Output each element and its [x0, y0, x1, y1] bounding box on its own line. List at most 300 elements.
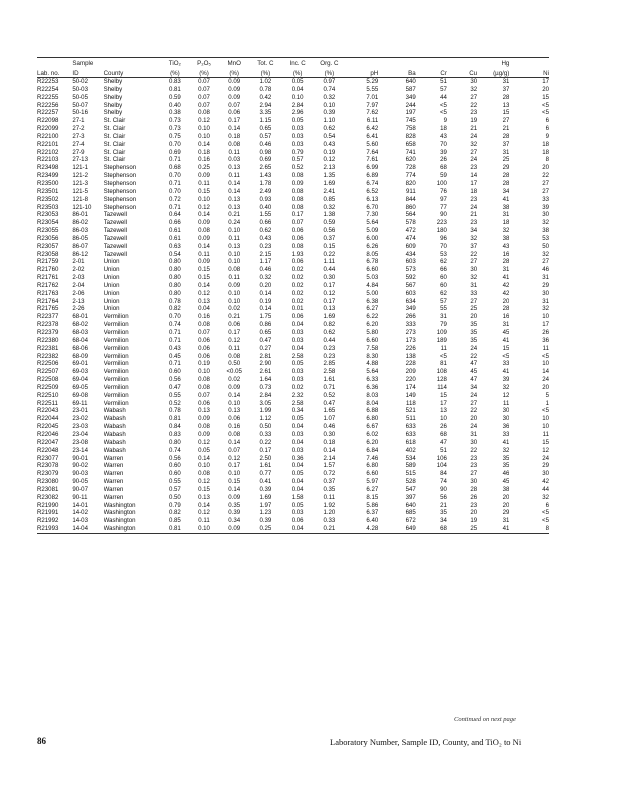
cell-hg: 11 [503, 399, 510, 407]
table-row [37, 462, 549, 470]
cell-tot-c: 0.14 [259, 305, 272, 313]
cell-cu: 30 [470, 478, 478, 486]
cell-sample-id: 69-08 [72, 391, 88, 399]
cell-county: Union [103, 274, 120, 282]
cell-hg: 15 [502, 109, 510, 117]
cell-sample-id: 14-02 [72, 509, 88, 517]
cell-ba: 649 [378, 525, 415, 533]
table-row [37, 156, 549, 164]
cell-ba: 618 [405, 438, 416, 446]
cell-inc-c: 0.08 [291, 187, 304, 195]
cell-inc-c: 2.58 [291, 352, 304, 360]
cell-inc-c: 0.04 [291, 485, 304, 493]
cell-mno: 0.18 [228, 132, 241, 140]
cell-ni: 27 [542, 179, 549, 187]
cell-inc-c: 0.04 [291, 462, 304, 470]
cell-sample-id: 69-01 [72, 360, 88, 368]
cell-inc-c: 0.57 [291, 156, 304, 164]
cell-hg: 28 [502, 172, 510, 180]
cell-tio2: 0.56 [168, 376, 181, 384]
cell-hg: 38 [502, 203, 510, 211]
cell-inc-c: 0.03 [291, 336, 304, 344]
table-row [37, 478, 549, 486]
cell-ph: 5.86 [366, 501, 379, 509]
cell-cu: 47 [470, 360, 478, 368]
cell-org-c: 0.54 [323, 132, 336, 140]
cell-p2o5: 0.12 [198, 438, 210, 446]
cell-inc-c: 0.10 [291, 93, 304, 101]
cell-hg: 33 [502, 360, 510, 368]
cell-mno: 0.13 [228, 195, 241, 203]
cell-tio2: 0.84 [168, 423, 181, 431]
cell-ph: 6.74 [366, 179, 379, 187]
cell-cr: 114 [437, 383, 447, 391]
cell-org-c: 0.30 [323, 274, 336, 282]
cell-ph: 6.38 [366, 297, 379, 305]
cell-tot-c: 0.46 [259, 266, 272, 274]
cell-lab-no: R23079 [37, 470, 59, 478]
cell-hg: 31 [502, 321, 510, 329]
cell-p2o5: 0.07 [198, 93, 210, 101]
table-row [37, 305, 549, 313]
cell-ph: 6.20 [366, 321, 379, 329]
cell-cr: 59 [440, 172, 447, 180]
header-sample-id: Sample [72, 59, 94, 67]
cell-org-c: 1.10 [323, 117, 336, 125]
cell-org-c: 0.11 [323, 493, 336, 501]
cell-inc-c: 0.03 [291, 140, 304, 148]
cell-ph: 8.04 [366, 399, 379, 407]
cell-ni: 36 [542, 336, 549, 344]
cell-tot-c: 0.69 [259, 156, 272, 164]
cell-cr: 51 [440, 446, 447, 454]
cell-ph: 6.37 [366, 509, 379, 517]
cell-sample-id: 121-10 [72, 203, 92, 211]
cell-sample-id: 68-04 [72, 336, 88, 344]
header-mno: MnO [227, 59, 241, 67]
cell-cu: 31 [470, 430, 478, 438]
cell-tio2: 0.82 [168, 305, 181, 313]
table-row [37, 290, 549, 298]
cell-hg: 21 [502, 125, 510, 133]
cell-cr: 90 [440, 485, 447, 493]
cell-p2o5: 0.07 [198, 391, 210, 399]
cell-org-c: 0.22 [323, 250, 336, 258]
cell-ni: 15 [542, 93, 549, 101]
cell-ph: 5.64 [366, 219, 379, 227]
cell-ph: 6.60 [366, 266, 379, 274]
cell-sample-id: 90-02 [72, 462, 88, 470]
cell-ba: 828 [405, 132, 416, 140]
cell-sample-id: 121-3 [72, 179, 88, 187]
cell-hg: 35 [502, 454, 510, 462]
table-row [37, 172, 549, 180]
cell-ph: 6.00 [366, 234, 379, 242]
cell-p2o5: 0.14 [198, 242, 210, 250]
cell-inc-c: 0.04 [291, 321, 304, 329]
cell-org-c: 0.17 [323, 281, 336, 289]
cell-ph: 6.26 [366, 242, 379, 250]
cell-p2o5: 0.15 [198, 266, 210, 274]
cell-sample-id: 27-13 [72, 156, 88, 164]
cell-ni: 30 [542, 211, 549, 219]
cell-ph: 6.27 [366, 485, 379, 493]
cell-hg: 33 [502, 430, 510, 438]
cell-sample-id: 23-01 [72, 407, 88, 415]
cell-lab-no: R23082 [37, 493, 59, 501]
cell-ba: 173 [405, 336, 416, 344]
cell-hg: 42 [502, 289, 510, 297]
cell-ni: 10 [542, 415, 549, 423]
cell-tio2: 0.63 [168, 242, 181, 250]
cell-tot-c: 1.17 [259, 258, 272, 266]
cell-sample-id: 68-03 [72, 329, 88, 336]
cell-ba: 228 [405, 360, 416, 368]
cell-ba: 911 [406, 187, 416, 195]
cell-county: Vermilion [103, 360, 129, 368]
cell-county: Stephenson [103, 203, 137, 211]
cell-sample-id: 90-05 [72, 478, 88, 486]
cell-ba: 515 [405, 470, 416, 478]
cell-org-c: 2.14 [323, 454, 336, 462]
cell-cr: 79 [440, 321, 447, 329]
cell-p2o5: 0.11 [198, 179, 210, 187]
cell-tio2: 0.55 [168, 391, 181, 399]
cell-lab-no: R22381 [37, 344, 59, 352]
cell-ni: 53 [542, 234, 549, 242]
cell-mno: 0.14 [228, 391, 241, 399]
cell-lab-no: R22379 [37, 329, 59, 336]
cell-ni: 29 [542, 462, 549, 470]
cell-ba: 434 [405, 250, 416, 258]
cell-inc-c: 0.17 [291, 211, 304, 219]
cell-ph: 5.60 [366, 140, 379, 148]
cell-ni: 12 [542, 446, 549, 454]
cell-ba: 273 [405, 329, 416, 336]
cell-ni: 14 [542, 368, 549, 376]
cell-inc-c: 0.03 [291, 132, 304, 140]
cell-inc-c: 0.02 [291, 289, 304, 297]
cell-hg: 41 [502, 336, 510, 344]
cell-cu: 34 [470, 383, 478, 391]
cell-lab-no: R23498 [37, 164, 59, 172]
cell-hg: 35 [502, 462, 510, 470]
cell-cr: 81 [440, 360, 447, 368]
cell-hg: 28 [502, 305, 510, 313]
cell-hg: 41 [502, 438, 510, 446]
table-header [37, 58, 549, 78]
cell-lab-no: R21759 [37, 258, 59, 266]
cell-mno: 0.17 [228, 117, 241, 125]
cell-county: Warren [103, 454, 124, 462]
cell-inc-c: 0.05 [291, 360, 304, 368]
cell-p2o5: 0.08 [198, 227, 210, 235]
cell-cr: 104 [436, 462, 447, 470]
cell-hg: 36 [502, 423, 510, 431]
cell-hg: 12 [502, 391, 510, 399]
header-ph: pH [345, 67, 378, 78]
cell-org-c: 2.58 [323, 368, 336, 376]
cell-tot-c: 1.43 [259, 172, 272, 180]
cell-tot-c: 0.65 [259, 329, 272, 336]
cell-county: Tazewell [103, 219, 127, 227]
cell-p2o5: 0.16 [198, 156, 210, 164]
cell-lab-no: R22380 [37, 336, 59, 344]
cell-org-c: 2.41 [323, 187, 336, 195]
cell-cr: 90 [440, 211, 447, 219]
cell-county: Washington [103, 509, 136, 517]
cell-org-c: 0.17 [323, 297, 336, 305]
cell-hg: 28 [502, 132, 510, 140]
cell-lab-no: R21990 [37, 501, 59, 509]
cell-cr: <5 [440, 109, 447, 117]
cell-cr: 100 [436, 179, 447, 187]
cell-county: Union [103, 289, 120, 297]
cell-ni: <5 [542, 109, 549, 117]
header-inc-c: (%) [282, 67, 314, 78]
cell-tot-c: 0.22 [259, 438, 272, 446]
cell-lab-no: R23054 [37, 219, 59, 227]
cell-p2o5: 0.14 [198, 281, 210, 289]
table-row [37, 455, 549, 463]
table-row [37, 94, 549, 102]
cell-county: Warren [103, 485, 124, 493]
cell-ba: 620 [405, 156, 416, 164]
footer-caption: Laboratory Number, Sample ID, County, and TiO₂ to Ni [330, 737, 522, 747]
cell-mno: 0.06 [228, 321, 241, 329]
cell-ba: 528 [405, 478, 416, 486]
cell-org-c: 1.38 [323, 211, 336, 219]
table-row [37, 321, 549, 329]
cell-mno: 0.35 [228, 501, 241, 509]
cell-tio2: 0.43 [168, 344, 181, 352]
cell-hg: 37 [502, 140, 510, 148]
cell-ph: 4.88 [366, 360, 379, 368]
cell-hg: 20 [502, 501, 510, 509]
table-row [37, 243, 549, 251]
cell-ba: 564 [405, 211, 416, 219]
cell-tio2: 0.61 [168, 234, 181, 242]
cell-ba: 633 [405, 430, 416, 438]
cell-mno: 0.07 [228, 101, 241, 109]
cell-ba: 333 [405, 321, 416, 329]
cell-county: Warren [103, 493, 124, 501]
cell-ba: 860 [405, 203, 416, 211]
cell-sample-id: 27-4 [72, 140, 85, 148]
cell-tio2: 0.83 [168, 430, 181, 438]
cell-tot-c: 0.43 [259, 234, 272, 242]
cell-ph: 7.61 [366, 156, 379, 164]
cell-org-c: 0.46 [323, 423, 336, 431]
cell-cr: 35 [440, 509, 447, 517]
cell-mno: 0.02 [228, 376, 241, 384]
cell-inc-c: 0.34 [291, 407, 304, 415]
cell-ph: 6.36 [366, 383, 379, 391]
cell-tot-c: 0.50 [259, 423, 272, 431]
cell-lab-no: R23080 [37, 478, 59, 486]
cell-lab-no: R22377 [37, 313, 59, 321]
cell-ph: 6.27 [366, 305, 379, 313]
header-lab-no: Lab. no. [37, 67, 72, 78]
table-row [37, 360, 549, 368]
cell-ni: 46 [542, 266, 549, 274]
cell-sample-id: 68-09 [72, 352, 88, 360]
cell-county: Vermilion [103, 329, 129, 336]
cell-mno: 0.09 [228, 281, 241, 289]
table-row [37, 219, 549, 227]
cell-sample-id: 50-16 [72, 109, 88, 117]
cell-inc-c: 0.03 [291, 376, 304, 384]
cell-inc-c: 0.07 [291, 219, 304, 227]
header-org-c: Org. C [320, 59, 339, 67]
cell-hg: 29 [502, 509, 510, 517]
cell-ni: 24 [542, 376, 549, 384]
cell-tot-c: 0.57 [259, 132, 272, 140]
cell-hg: 30 [502, 415, 510, 423]
cell-sample-id: 121-8 [72, 195, 88, 203]
table-row [37, 400, 549, 408]
cell-p2o5: 0.05 [198, 446, 210, 454]
cell-tot-c: 1.15 [259, 117, 272, 125]
cell-lab-no: R23056 [37, 234, 59, 242]
cell-sample-id: 50-02 [72, 78, 88, 85]
cell-ni: 10 [542, 313, 549, 321]
cell-ph: 7.46 [366, 454, 379, 462]
cell-ba: 349 [405, 305, 416, 313]
cell-tio2: 0.71 [168, 156, 181, 164]
cell-ph: 7.62 [366, 109, 379, 117]
cell-tio2: 0.80 [168, 258, 181, 266]
cell-cu: 27 [470, 399, 478, 407]
cell-p2o5: 0.13 [198, 407, 210, 415]
cell-ni: 39 [542, 203, 549, 211]
cell-cr: 15 [440, 391, 447, 399]
cell-lab-no: R21761 [37, 274, 59, 282]
cell-ba: 728 [405, 164, 416, 172]
cell-hg: 28 [502, 258, 510, 266]
cell-sample-id: 2-04 [72, 281, 85, 289]
cell-county: Union [103, 297, 120, 305]
cell-lab-no: R22047 [37, 438, 59, 446]
cell-org-c: 0.33 [323, 517, 336, 525]
cell-sample-id: 69-11 [72, 399, 88, 407]
cell-hg: 41 [477, 525, 509, 533]
data-table [37, 57, 549, 534]
cell-cu: 19 [470, 117, 478, 125]
cell-ni: 9 [545, 132, 549, 140]
cell-county: Union [103, 305, 120, 313]
cell-tio2: 0.40 [168, 101, 181, 109]
cell-lab-no: R22255 [37, 93, 59, 101]
cell-county: Stephenson [103, 187, 137, 195]
cell-p2o5: 0.04 [198, 305, 210, 313]
header-hg: Hg [501, 59, 510, 67]
cell-cu: 33 [470, 289, 478, 297]
table-row [37, 447, 549, 455]
cell-lab-no: R23058 [37, 250, 59, 258]
cell-tio2: 0.71 [168, 203, 181, 211]
cell-ba: 609 [405, 242, 416, 250]
cell-ba: 474 [405, 234, 416, 242]
header-tio2: TiO₂ [168, 59, 181, 67]
table-body [37, 78, 549, 534]
cell-cu: 24 [470, 423, 478, 431]
cell-cr: 70 [440, 140, 447, 148]
cell-sample-id: 50-03 [72, 85, 88, 93]
cell-cr: 68 [416, 525, 447, 533]
cell-hg: 15 [502, 344, 510, 352]
cell-tot-c: 0.40 [259, 203, 272, 211]
cell-org-c: 1.61 [323, 376, 336, 384]
cell-tio2: 0.45 [168, 352, 181, 360]
cell-ba: 149 [405, 391, 416, 399]
cell-tio2: 0.85 [168, 517, 181, 525]
cell-ph: 8.05 [366, 250, 379, 258]
cell-ni: <5 [542, 509, 549, 517]
cell-sample-id: 2-06 [72, 289, 85, 297]
cell-org-c: 0.52 [323, 391, 336, 399]
cell-inc-c: 0.06 [291, 517, 304, 525]
header-sample-id: ID [72, 67, 103, 78]
cell-tio2: 0.57 [168, 485, 181, 493]
cell-mno: 0.14 [228, 485, 241, 493]
cell-org-c: 0.37 [323, 234, 336, 242]
cell-tot-c: 2.50 [259, 454, 272, 462]
cell-hg: 20 [502, 297, 510, 305]
cell-inc-c: 0.01 [291, 305, 304, 313]
cell-county: Wabash [103, 423, 126, 431]
cell-ba: 244 [405, 101, 416, 109]
cell-cr: 96 [440, 234, 447, 242]
cell-lab-no: R22253 [37, 78, 59, 85]
cell-ph: 6.41 [366, 132, 379, 140]
cell-tio2: 0.79 [168, 501, 181, 509]
cell-mno: 0.15 [228, 478, 241, 486]
cell-county: Wabash [103, 438, 126, 446]
cell-inc-c: 0.05 [291, 78, 304, 85]
cell-mno: 0.13 [228, 242, 241, 250]
cell-sample-id: 69-03 [72, 368, 88, 376]
cell-hg: 32 [502, 383, 510, 391]
cell-cu: 18 [470, 187, 478, 195]
table-row [37, 141, 549, 149]
cell-org-c: 0.44 [323, 336, 336, 344]
cell-mno: 0.03 [228, 156, 241, 164]
cell-ni: 24 [542, 454, 549, 462]
cell-tio2: 0.70 [168, 187, 181, 195]
cell-mno: 0.14 [228, 187, 241, 195]
table-row [37, 313, 549, 321]
cell-org-c: 1.20 [323, 509, 336, 517]
cell-sample-id: 86-05 [72, 234, 88, 242]
table-row [37, 117, 549, 125]
cell-cu: 27 [470, 93, 478, 101]
table-row [37, 494, 549, 502]
cell-inc-c: 0.04 [291, 344, 304, 352]
cell-ni: 15 [542, 438, 549, 446]
cell-sample-id: 90-03 [72, 470, 88, 478]
cell-org-c: 2.13 [323, 164, 336, 172]
cell-ph: 5.00 [366, 289, 379, 297]
cell-tot-c: 2.49 [259, 187, 272, 195]
cell-tio2: 0.47 [168, 383, 181, 391]
cell-cu: 35 [470, 321, 478, 329]
cell-lab-no: R22256 [37, 101, 59, 109]
cell-p2o5: 0.08 [198, 376, 210, 384]
cell-cu: 24 [470, 156, 478, 164]
cell-p2o5: 0.14 [198, 140, 210, 148]
cell-sample-id: 14-04 [72, 525, 103, 533]
